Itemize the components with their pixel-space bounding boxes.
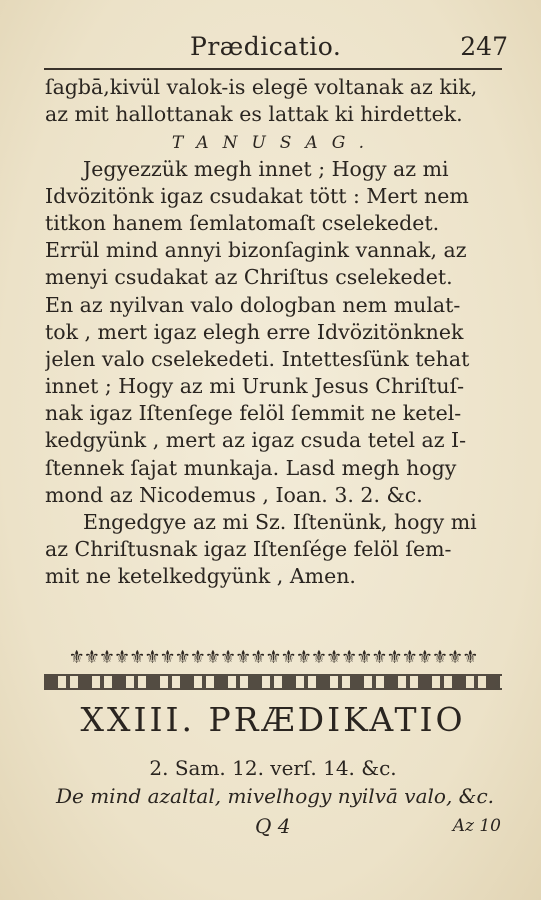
paragraph-line: titkon hanem ſemlatomaſt cselekedet. [45, 210, 440, 235]
scripture-quote: De mind azaltal, mivelhogy nyilvā valo, &c. [55, 784, 495, 808]
sermon-heading: XXIII. PRÆDIKATIO [80, 700, 466, 739]
body-text [45, 74, 505, 591]
paragraph-line: kedgyünk , mert az igaz csuda tetel az I- [45, 428, 467, 453]
paragraph-line: Jegyezzük megh innet ; Hogy az mi [83, 156, 449, 181]
border-pattern [44, 674, 502, 690]
catchword: Az 10 [452, 816, 501, 836]
paragraph-line: mit ne ketelkedgyünk , Amen. [45, 564, 356, 589]
text-line: az mit hallottanak es lattak ki hirdettek. [45, 102, 463, 127]
paragraph-line: Errül mind annyi bizonſagink vannak, az [45, 238, 467, 263]
paragraph-line: mond az Nicodemus , Ioan. 3. 2. &c. [45, 482, 423, 507]
running-title: Prædicatio. [190, 32, 342, 61]
signature-mark: Q 4 [255, 814, 291, 838]
text-line: ſagbā,kivül valok-is elegē voltanak az kik, [45, 75, 478, 99]
paragraph-line: Idvözitönk igaz csudakat tött : Mert nem [45, 183, 469, 208]
paragraph-line: nak igaz Iſtenſege felöl ſemmit ne ketel- [45, 401, 462, 426]
scripture-reference: 2. Sam. 12. verſ. 14. &c. [149, 756, 397, 780]
header-rule [44, 68, 502, 70]
page-number: 247 [460, 32, 508, 61]
paragraph-line: Engedgye az mi Sz. Iſtenünk, hogy mi [83, 510, 477, 534]
fleuron-row: ⚜⚜⚜⚜⚜⚜⚜⚜⚜⚜⚜⚜⚜⚜⚜⚜⚜⚜⚜⚜⚜⚜⚜⚜⚜⚜⚜ [68, 647, 478, 668]
page-header [40, 30, 510, 70]
paragraph-line: tok , mert igaz elegh erre Idvözitönknek [45, 319, 464, 344]
decorative-ornament-band [44, 646, 502, 692]
paragraph-line: jelen valo cselekedeti. Intettesſünk tehat [45, 346, 470, 371]
paragraph-line: ſtennek ſajat munkaja. Lasd megh hogy [45, 455, 457, 480]
paragraph-line: menyi csudakat az Chriſtus cselekedet. [45, 265, 453, 290]
paragraph-line: az Chriſtusnak igaz Iſtenſége felöl ſem- [45, 537, 452, 562]
paragraph-line: En az nyilvan valo dologban nem mulat- [45, 292, 461, 317]
section-heading: TANUSAG. [171, 133, 379, 154]
paragraph-line: innet ; Hogy az mi Urunk Jesus Chriſtuſ- [45, 374, 465, 399]
